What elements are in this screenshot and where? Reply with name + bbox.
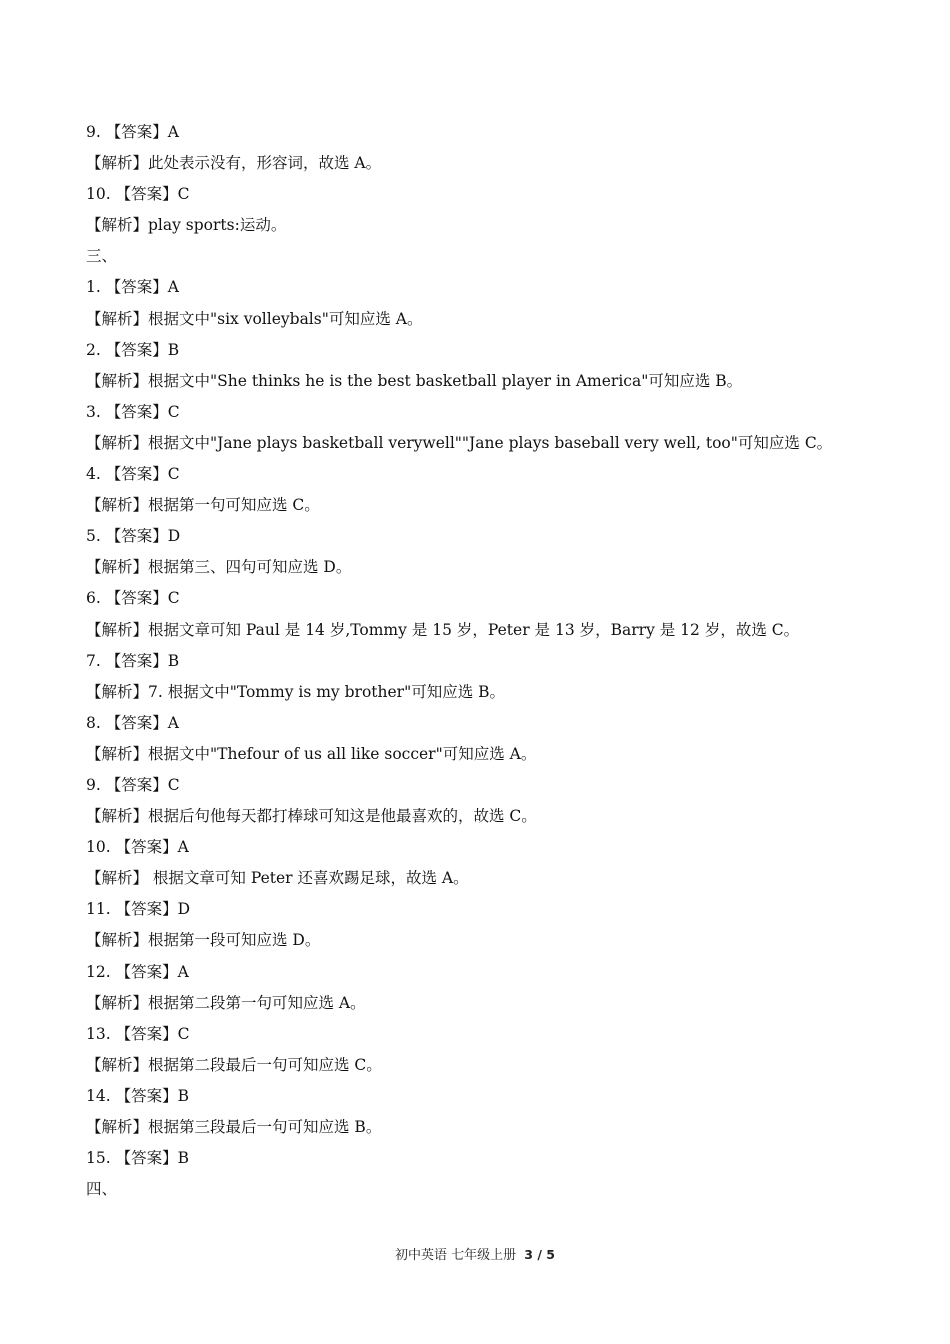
text-line: 【解析】根据文中"She thinks he is the best basketball player in America"可知应选 B。 — [86, 371, 743, 390]
text-line: 10. 【答案】A — [86, 838, 189, 857]
text-line: 5. 【答案】D — [86, 527, 181, 546]
text-line: 【解析】根据第二段最后一句可知应选 C。 — [86, 1055, 382, 1074]
text-line: 【解析】此处表示没有，形容词，故选 A。 — [86, 154, 382, 173]
text-line: 4. 【答案】C — [86, 465, 180, 484]
text-line: 10. 【答案】C — [86, 185, 190, 204]
text-line: 3. 【答案】C — [86, 402, 180, 421]
text-line: 【解析】根据第三段最后一句可知应选 B。 — [86, 1118, 382, 1136]
text-line: 9. 【答案】C — [86, 775, 180, 794]
text-line: 1. 【答案】A — [86, 278, 179, 297]
text-line: 14. 【答案】B — [86, 1086, 189, 1105]
text-line: 【解析】7. 根据文中"Tommy is my brother"可知应选 B。 — [86, 682, 506, 701]
section-heading: 三、 — [86, 247, 118, 266]
text-line: 【解析】根据文中"Jane plays basketball verywell""Jane plays baseball very well, too"可知应选 C。 — [86, 433, 833, 452]
text-line: 【解析】根据第一句可知应选 C。 — [86, 496, 320, 515]
text-line: 【解析】根据第一段可知应选 D。 — [86, 931, 321, 950]
footer-title: 初中英语 七年级上册 — [395, 1248, 517, 1263]
text-line: 【解析】根据文章可知 Paul 是 14 岁,Tommy 是 15 岁，Peter 是 13 岁，Barry 是 12 岁，故选 C。 — [86, 620, 800, 639]
section-heading: 四、 — [86, 1180, 118, 1199]
text-line: 13. 【答案】C — [86, 1024, 190, 1043]
text-line: 12. 【答案】A — [86, 962, 189, 981]
page-number: 3 / 5 — [524, 1247, 555, 1262]
text-line: 2. 【答案】B — [86, 340, 180, 359]
text-line: 7. 【答案】B — [86, 651, 180, 670]
page-footer — [0, 1244, 950, 1263]
text-line: 【解析】根据文中"six volleybals"可知应选 A。 — [86, 309, 423, 328]
text-line: 15. 【答案】B — [86, 1149, 189, 1168]
text-line: 【解析】根据第二段第一句可知应选 A。 — [86, 993, 366, 1012]
text-line: 【解析】根据后句他每天都打棒球可知这是他最喜欢的，故选 C。 — [86, 807, 537, 826]
text-line: 【解析】 根据文章可知 Peter 还喜欢踢足球，故选 A。 — [86, 869, 469, 888]
text-line: 9. 【答案】A — [86, 123, 179, 141]
text-line: 11. 【答案】D — [86, 900, 191, 919]
text-line: 【解析】根据文中"Thefour of us all like soccer"可知应选 A。 — [86, 744, 537, 763]
text-line: 【解析】根据第三、四句可知应选 D。 — [86, 558, 352, 577]
text-line: 6. 【答案】C — [86, 589, 180, 608]
text-line: 【解析】play sports:运动。 — [86, 216, 287, 235]
text-line: 8. 【答案】A — [86, 713, 179, 732]
answer-key-body — [86, 117, 886, 1205]
